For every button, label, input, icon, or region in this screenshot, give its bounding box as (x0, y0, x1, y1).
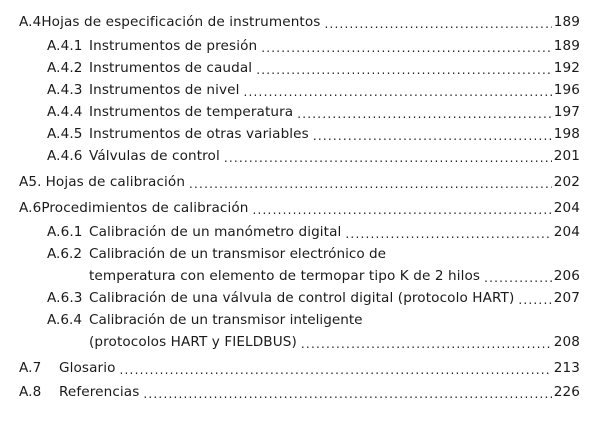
toc-page: 206 (553, 268, 580, 284)
toc-entry-a6-4[interactable] (47, 312, 363, 329)
toc-page: 189 (553, 38, 580, 54)
toc-entry-a6-2-continuation[interactable] (89, 268, 580, 285)
dot-leader (143, 384, 551, 401)
toc-page: 207 (553, 290, 580, 306)
toc-title: Procedimientos de calibración (41, 200, 249, 216)
toc-title: Instrumentos de otras variables (89, 126, 309, 142)
toc-title-continuation: temperatura con elemento de termopar tipo K de 2 hilos (89, 268, 481, 284)
toc-entry-a4-1[interactable] (47, 38, 580, 55)
toc-number: A.8 (19, 384, 42, 400)
toc-number: A.4.5 (47, 126, 83, 142)
dot-leader (518, 290, 551, 307)
toc-page: 204 (553, 224, 580, 240)
toc-page: 189 (553, 14, 580, 30)
toc-number: A.4.6 (47, 148, 83, 164)
toc-number: A.4 (19, 14, 42, 30)
toc-number: A.6.1 (47, 224, 83, 240)
toc-entry-a6-1[interactable] (47, 224, 580, 241)
toc-page: 197 (553, 104, 580, 120)
toc-title: Calibración de un manómetro digital (89, 224, 342, 240)
dot-leader (253, 200, 552, 217)
dot-leader (345, 224, 551, 241)
dot-leader (256, 60, 552, 77)
dot-leader (120, 360, 552, 377)
dot-leader (224, 148, 552, 165)
toc-title: Instrumentos de nivel (89, 82, 240, 98)
toc-number: A.4.3 (47, 82, 83, 98)
dot-leader (297, 104, 552, 121)
toc-title: Referencias (59, 384, 140, 400)
toc-entry-a6-4-continuation[interactable] (89, 334, 580, 351)
dot-leader (301, 334, 552, 351)
toc-entry-a4-2[interactable] (47, 60, 580, 77)
toc-entry-a5[interactable] (19, 174, 580, 191)
toc-title: Hojas de especificación de instrumentos (41, 14, 321, 30)
toc-entry-a7[interactable] (19, 360, 580, 377)
dot-leader (261, 38, 552, 55)
toc-page: 201 (553, 148, 580, 164)
toc-number: A.7 (19, 360, 42, 376)
toc-title: Glosario (59, 360, 116, 376)
toc-entry-a6[interactable] (19, 200, 580, 217)
toc-entry-a8[interactable] (19, 384, 580, 401)
toc-title: Calibración de una válvula de control digital (protocolo HART) (89, 290, 515, 306)
toc-number: A.4.2 (47, 60, 83, 76)
toc-page: 226 (553, 384, 580, 400)
toc-page: 208 (553, 334, 580, 350)
toc-title: Válvulas de control (89, 148, 220, 164)
dot-leader (484, 268, 552, 285)
toc-page: 204 (553, 200, 580, 216)
toc-title: Instrumentos de caudal (89, 60, 253, 76)
toc-title: Hojas de calibración (45, 174, 186, 190)
toc-number: A.4.4 (47, 104, 83, 120)
toc-number: A.6.4 (47, 312, 82, 328)
toc-title: Calibración de un transmisor electrónico de (89, 246, 386, 262)
toc-entry-a4-6[interactable] (47, 148, 580, 165)
toc-number: A.6 (19, 200, 42, 216)
toc-title: Instrumentos de presión (89, 38, 258, 54)
toc-page: 213 (553, 360, 580, 376)
toc-entry-a4[interactable] (19, 14, 580, 31)
toc-title: Instrumentos de temperatura (89, 104, 294, 120)
toc-title: Calibración de un transmisor inteligente (89, 312, 363, 328)
toc-page: 196 (553, 82, 580, 98)
toc-entry-a6-3[interactable] (47, 290, 580, 307)
dot-leader (189, 174, 552, 191)
dot-leader (244, 82, 552, 99)
dot-leader (324, 14, 551, 31)
toc-number: A5. (19, 174, 42, 190)
toc-entry-a4-5[interactable] (47, 126, 580, 143)
dot-leader (313, 126, 552, 143)
toc-entry-a4-4[interactable] (47, 104, 580, 121)
toc-number: A.6.3 (47, 290, 83, 306)
toc-page: 192 (553, 60, 580, 76)
toc-title-continuation: (protocolos HART y FIELDBUS) (89, 334, 297, 350)
toc-entry-a6-2[interactable] (47, 246, 386, 263)
toc-number: A.4.1 (47, 38, 83, 54)
toc-entry-a4-3[interactable] (47, 82, 580, 99)
toc-number: A.6.2 (47, 246, 82, 262)
toc-page: 198 (553, 126, 580, 142)
toc-page: 202 (553, 174, 580, 190)
